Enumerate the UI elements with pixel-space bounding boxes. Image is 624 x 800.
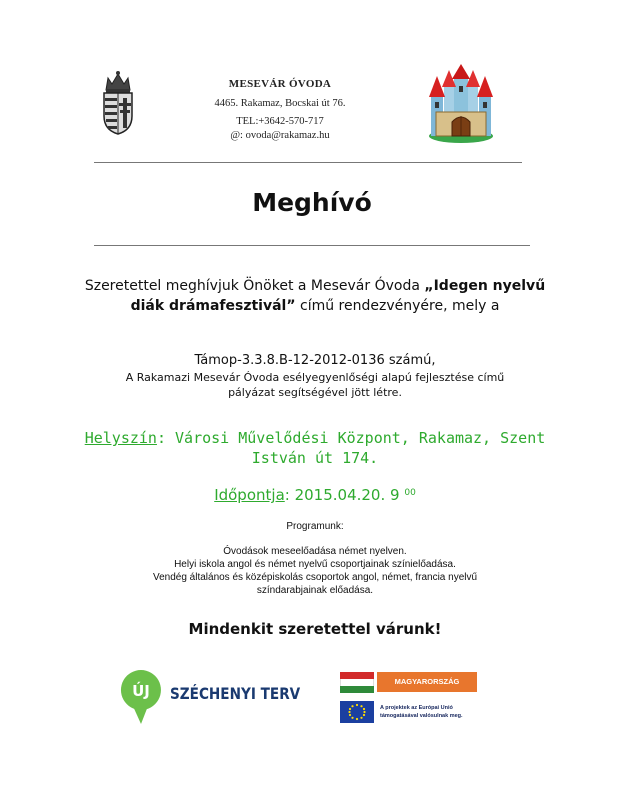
location-value: : Városi Művelődési Központ, Rakamaz, Szent István út 174. — [156, 429, 546, 467]
hungarian-flag-icon — [340, 672, 374, 693]
phone: TEL:+3642-570-717 — [236, 116, 324, 127]
program-label: Programunk: — [286, 521, 344, 532]
time-minutes: 00 — [404, 488, 416, 498]
program-item: Vendég általános és középiskolás csoportok angol, német, francia nyelvű színdarabjainak előadása. — [152, 572, 478, 596]
castle-logo-icon — [426, 64, 496, 144]
szechenyi-logo-text: ÚJ — [132, 682, 150, 700]
eu-support-note: A projektek az Európai Unió támogatásával valósulnak meg. — [380, 705, 463, 719]
intro-part1: Szeretettel meghívjuk Önöket a Mesevár Óvoda — [84, 278, 425, 294]
kindergarten-name: MESEVÁR ÓVODA — [228, 78, 332, 90]
time-value: : 2015.04.20. 9 — [284, 486, 400, 504]
location-label: Helyszín — [84, 429, 157, 447]
magyarorszag-banner: MAGYARORSZÁG MEGÚJUL — [377, 672, 477, 692]
eu-flag-icon — [340, 701, 374, 723]
kindergarten-header — [180, 76, 380, 144]
location — [70, 428, 560, 468]
event-time — [70, 485, 560, 505]
closing-message: Mindenkit szeretettel várunk! — [188, 620, 442, 638]
intro-part2: című rendezvényére, mely a — [295, 298, 500, 314]
title-divider — [94, 245, 530, 246]
szechenyi-logo-icon — [118, 668, 164, 726]
page-title: Meghívó — [252, 188, 372, 217]
email: @: ovoda@rakamaz.hu — [230, 130, 330, 141]
project-description: A Rakamazi Mesevár Óvoda esélyegyenlőségi alapú fejlesztése című pályázat segítségével jött létre. — [125, 371, 505, 399]
project-code: Támop-3.3.8.B-12-2012-0136 számú, — [194, 353, 436, 368]
project-info — [70, 352, 560, 400]
program-item: Helyi iskola angol és német nyelvű csoportjainak színielőadása. — [174, 559, 456, 570]
event-name: „Idegen nyelvű diák drámafesztivál” — [130, 278, 546, 314]
program-list — [70, 545, 560, 597]
time-label: Időpontja — [214, 486, 285, 504]
coat-of-arms-icon — [100, 70, 136, 136]
invitation-text — [70, 276, 560, 316]
address: 4465. Rakamaz, Bocskai út 76. — [214, 98, 346, 109]
header-divider — [94, 162, 522, 163]
program-item: Óvodások meseelőadása német nyelven. — [223, 546, 407, 557]
szechenyi-text: SZÉCHENYI TERV — [170, 684, 301, 703]
